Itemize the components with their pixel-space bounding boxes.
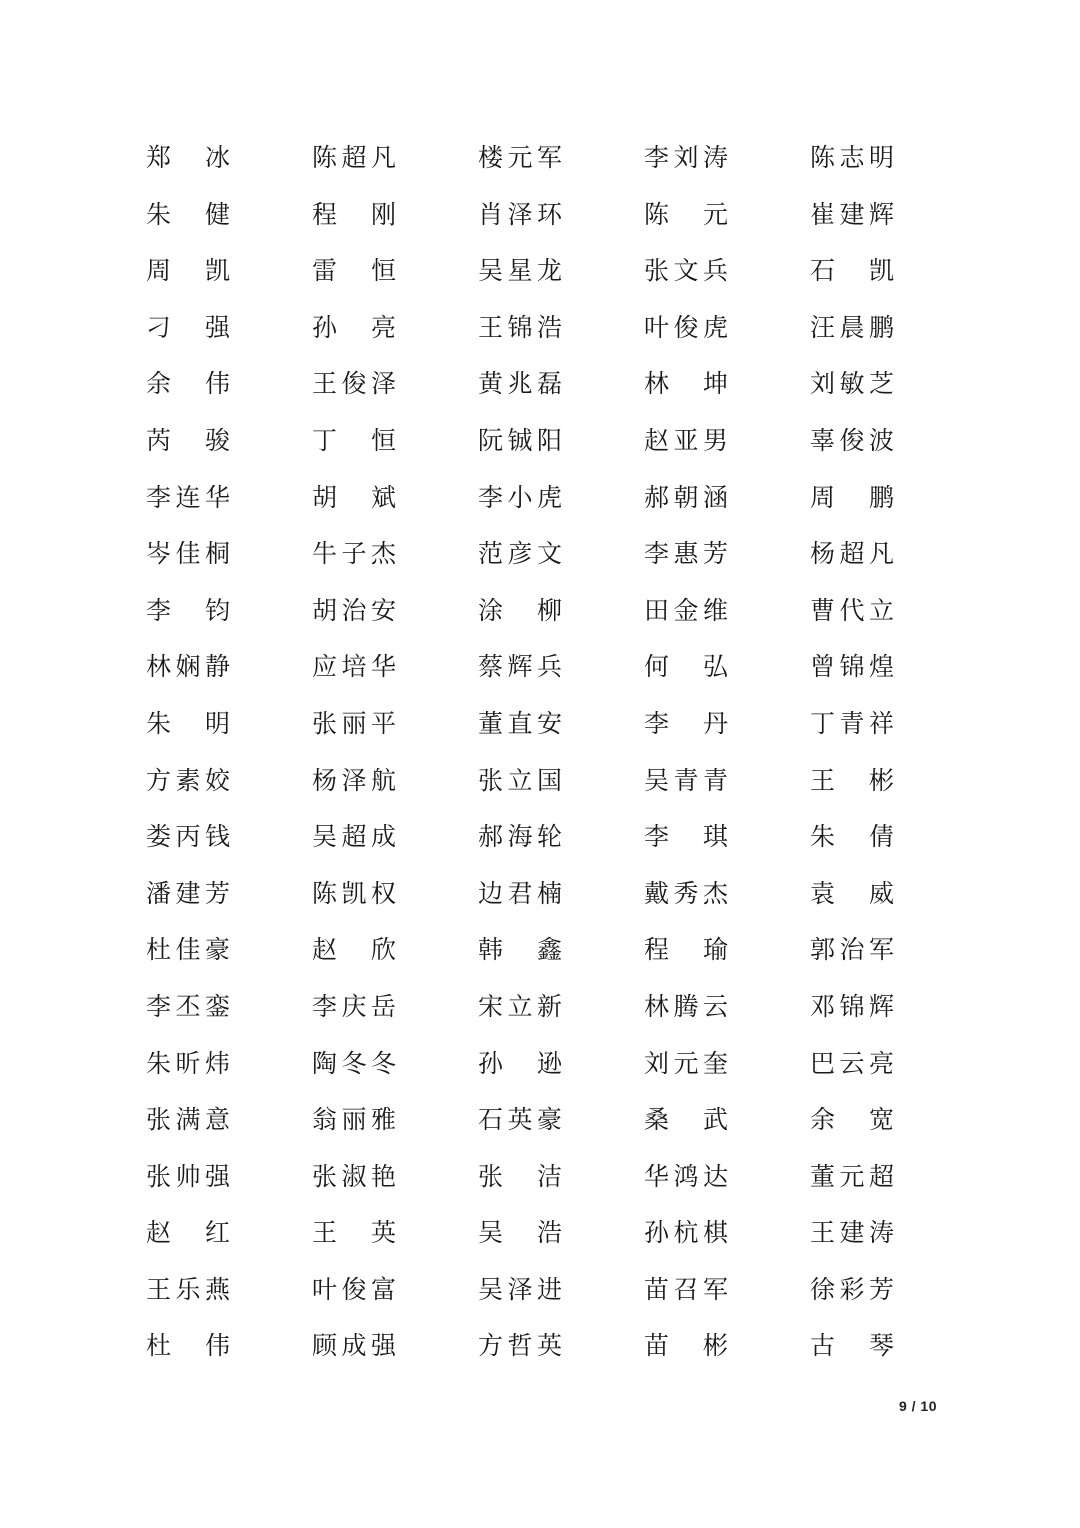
name-entry: 孙 亮 <box>312 312 396 342</box>
name-entry: 张 洁 <box>478 1161 562 1191</box>
name-entry: 郝 朝 涵 <box>644 482 728 512</box>
name-row <box>0 1149 1080 1206</box>
name-entry: 张 立 国 <box>478 765 562 795</box>
name-row <box>0 526 1080 583</box>
name-entry: 李 小 虎 <box>478 482 562 512</box>
name-entry: 李 惠 芳 <box>644 539 728 569</box>
name-entry: 苗 召 军 <box>644 1274 728 1304</box>
name-entry: 周 凯 <box>146 256 230 286</box>
name-entry: 孙 逊 <box>478 1048 562 1078</box>
name-entry: 应 培 华 <box>312 652 396 682</box>
name-entry: 李 琪 <box>644 822 728 852</box>
name-entry: 方 哲 英 <box>478 1331 562 1361</box>
name-row <box>0 583 1080 640</box>
name-row <box>0 356 1080 413</box>
name-entry: 吴 浩 <box>478 1218 562 1248</box>
name-entry: 王 彬 <box>810 765 894 795</box>
name-entry: 雷 恒 <box>312 256 396 286</box>
name-entry: 杨 超 凡 <box>810 539 894 569</box>
name-entry: 刘 元 奎 <box>644 1048 728 1078</box>
name-entry: 肖 泽 环 <box>478 199 562 229</box>
name-entry: 林 娴 静 <box>146 652 230 682</box>
name-entry: 石 凯 <box>810 256 894 286</box>
name-entry: 苗 彬 <box>644 1331 728 1361</box>
name-entry: 袁 威 <box>810 878 894 908</box>
name-entry: 王 建 涛 <box>810 1218 894 1248</box>
name-entry: 王 乐 燕 <box>146 1274 230 1304</box>
name-entry: 陈 志 明 <box>810 143 894 172</box>
name-entry: 邓 锦 辉 <box>810 991 894 1021</box>
name-entry: 牛 子 杰 <box>312 539 396 569</box>
page-number: 9 / 10 <box>898 1398 937 1414</box>
name-entry: 汪 晨 鹏 <box>810 312 894 342</box>
name-entry: 芮 骏 <box>146 425 230 455</box>
name-entry: 华 鸿 达 <box>644 1161 728 1191</box>
name-entry: 余 伟 <box>146 369 230 399</box>
name-entry: 戴 秀 杰 <box>644 878 728 908</box>
name-entry: 孙 杭 棋 <box>644 1218 728 1248</box>
name-entry: 杜 佳 豪 <box>146 935 230 965</box>
name-entry: 余 宽 <box>810 1105 894 1135</box>
name-entry: 杨 泽 航 <box>312 765 396 795</box>
name-entry: 古 琴 <box>810 1331 894 1361</box>
name-row <box>0 187 1080 244</box>
name-row <box>0 1318 1080 1375</box>
name-entry: 叶 俊 虎 <box>644 312 728 342</box>
name-entry: 陈 元 <box>644 199 728 229</box>
name-entry: 桑 武 <box>644 1105 728 1135</box>
name-row <box>0 1205 1080 1262</box>
name-row <box>0 1092 1080 1149</box>
name-entry: 辜 俊 波 <box>810 425 894 455</box>
name-entry: 李 丹 <box>644 708 728 738</box>
name-row <box>0 243 1080 300</box>
name-entry: 郝 海 轮 <box>478 822 562 852</box>
name-entry: 胡 斌 <box>312 482 396 512</box>
name-entry: 刘 敏 芝 <box>810 369 894 399</box>
name-entry: 李 连 华 <box>146 482 230 512</box>
name-row <box>0 866 1080 923</box>
name-entry: 石 英 豪 <box>478 1105 562 1135</box>
name-entry: 陈 超 凡 <box>312 143 396 172</box>
name-entry: 方 素 姣 <box>146 765 230 795</box>
name-entry: 张 文 兵 <box>644 256 728 286</box>
name-entry: 边 君 楠 <box>478 878 562 908</box>
name-entry: 叶 俊 富 <box>312 1274 396 1304</box>
name-entry: 朱 健 <box>146 199 230 229</box>
name-entry: 阮 铖 阳 <box>478 425 562 455</box>
name-entry: 吴 星 龙 <box>478 256 562 286</box>
name-entry: 郑 冰 <box>146 143 230 172</box>
name-entry: 丁 青 祥 <box>810 708 894 738</box>
name-entry: 田 金 维 <box>644 595 728 625</box>
name-row <box>0 979 1080 1036</box>
name-entry: 何 弘 <box>644 652 728 682</box>
name-entry: 朱 昕 炜 <box>146 1048 230 1078</box>
name-entry: 董 元 超 <box>810 1161 894 1191</box>
name-row <box>0 696 1080 753</box>
name-entry: 娄 丙 钱 <box>146 822 230 852</box>
name-entry: 曹 代 立 <box>810 595 894 625</box>
name-row <box>0 470 1080 527</box>
name-entry: 陶 冬 冬 <box>312 1048 396 1078</box>
name-entry: 岑 佳 桐 <box>146 539 230 569</box>
name-entry: 朱 明 <box>146 708 230 738</box>
name-entry: 张 淑 艳 <box>312 1161 396 1191</box>
name-entry: 林 坤 <box>644 369 728 399</box>
name-entry: 胡 治 安 <box>312 595 396 625</box>
name-entry: 张 丽 平 <box>312 708 396 738</box>
name-entry: 程 刚 <box>312 199 396 229</box>
name-entry: 宋 立 新 <box>478 991 562 1021</box>
name-entry: 涂 柳 <box>478 595 562 625</box>
name-entry: 张 帅 强 <box>146 1161 230 1191</box>
name-entry: 朱 倩 <box>810 822 894 852</box>
name-entry: 丁 恒 <box>312 425 396 455</box>
name-entry: 杜 伟 <box>146 1331 230 1361</box>
name-entry: 曾 锦 煌 <box>810 652 894 682</box>
name-entry: 楼 元 军 <box>478 143 562 172</box>
name-row <box>0 1262 1080 1319</box>
name-entry: 赵 欣 <box>312 935 396 965</box>
name-entry: 翁 丽 雅 <box>312 1105 396 1135</box>
name-entry: 董 直 安 <box>478 708 562 738</box>
name-row <box>0 1036 1080 1093</box>
name-entry: 吴 泽 进 <box>478 1274 562 1304</box>
name-entry: 张 满 意 <box>146 1105 230 1135</box>
name-entry: 巴 云 亮 <box>810 1048 894 1078</box>
name-entry: 范 彦 文 <box>478 539 562 569</box>
name-row <box>0 922 1080 979</box>
name-entry: 徐 彩 芳 <box>810 1274 894 1304</box>
name-entry: 周 鹏 <box>810 482 894 512</box>
name-row <box>0 809 1080 866</box>
name-entry: 黄 兆 磊 <box>478 369 562 399</box>
name-entry: 蔡 辉 兵 <box>478 652 562 682</box>
name-entry: 韩 鑫 <box>478 935 562 965</box>
name-entry: 郭 治 军 <box>810 935 894 965</box>
name-entry: 刁 强 <box>146 312 230 342</box>
name-row <box>0 300 1080 357</box>
name-entry: 赵 红 <box>146 1218 230 1248</box>
name-entry: 王 锦 浩 <box>478 312 562 342</box>
name-entry: 吴 青 青 <box>644 765 728 795</box>
name-entry: 王 英 <box>312 1218 396 1248</box>
name-row <box>0 753 1080 810</box>
name-entry: 程 瑜 <box>644 935 728 965</box>
name-entry: 李 庆 岳 <box>312 991 396 1021</box>
name-entry: 李 钧 <box>146 595 230 625</box>
name-entry: 崔 建 辉 <box>810 199 894 229</box>
name-row <box>0 639 1080 696</box>
name-entry: 赵 亚 男 <box>644 425 728 455</box>
name-entry: 潘 建 芳 <box>146 878 230 908</box>
name-row <box>0 413 1080 470</box>
name-list <box>0 130 1080 1375</box>
name-row <box>0 130 1080 187</box>
name-entry: 顾 成 强 <box>312 1331 396 1361</box>
name-entry: 林 腾 云 <box>644 991 728 1021</box>
name-entry: 陈 凯 权 <box>312 878 396 908</box>
name-entry: 李 丕 銮 <box>146 991 230 1021</box>
name-entry: 王 俊 泽 <box>312 369 396 399</box>
name-entry: 吴 超 成 <box>312 822 396 852</box>
name-entry: 李 刘 涛 <box>644 143 728 172</box>
